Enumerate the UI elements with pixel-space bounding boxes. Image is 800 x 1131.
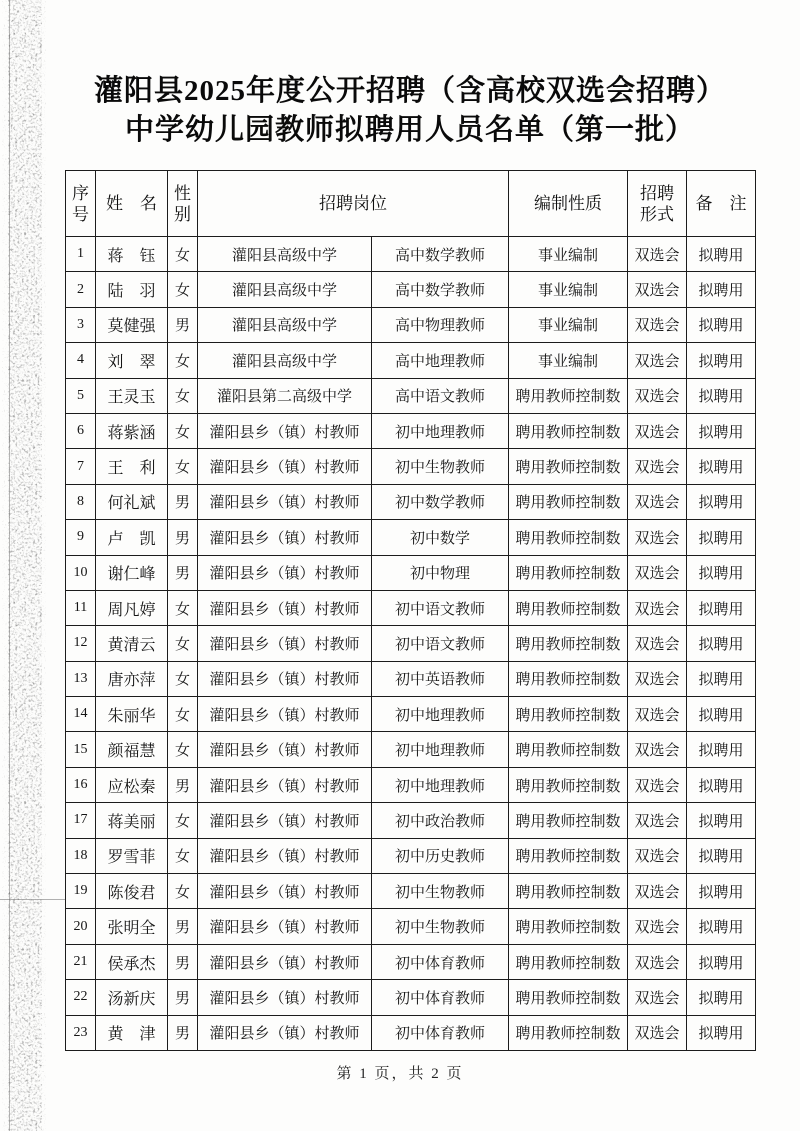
- table-row: [66, 874, 756, 909]
- cell-position: 高中地理教师: [372, 343, 509, 378]
- cell-seq: 7: [66, 449, 96, 484]
- table-row: [66, 980, 756, 1015]
- cell-seq: 13: [66, 661, 96, 696]
- scan-edge-noise: [0, 0, 52, 1131]
- cell-name: 王灵玉: [96, 378, 168, 413]
- recruitment-roster-table: [65, 170, 756, 1051]
- cell-position: 初中地理教师: [372, 413, 509, 448]
- cell-gender: 男: [168, 520, 198, 555]
- cell-establishment: 聘用教师控制数: [509, 378, 628, 413]
- cell-name: 周凡婷: [96, 590, 168, 625]
- cell-recruit-form: 双选会: [628, 272, 687, 307]
- cell-seq: 19: [66, 874, 96, 909]
- cell-gender: 女: [168, 803, 198, 838]
- cell-school: 灌阳县乡（镇）村教师: [198, 697, 372, 732]
- cell-remark: 拟聘用: [687, 944, 756, 979]
- table-row: [66, 413, 756, 448]
- cell-remark: 拟聘用: [687, 343, 756, 378]
- cell-gender: 女: [168, 378, 198, 413]
- cell-establishment: 事业编制: [509, 307, 628, 342]
- cell-seq: 15: [66, 732, 96, 767]
- cell-remark: 拟聘用: [687, 626, 756, 661]
- cell-gender: 女: [168, 838, 198, 873]
- cell-seq: 11: [66, 590, 96, 625]
- cell-recruit-form: 双选会: [628, 803, 687, 838]
- cell-remark: 拟聘用: [687, 874, 756, 909]
- cell-school: 灌阳县乡（镇）村教师: [198, 944, 372, 979]
- cell-recruit-form: 双选会: [628, 590, 687, 625]
- cell-remark: 拟聘用: [687, 732, 756, 767]
- cell-establishment: 聘用教师控制数: [509, 732, 628, 767]
- cell-gender: 男: [168, 767, 198, 802]
- cell-gender: 男: [168, 484, 198, 519]
- cell-name: 罗雪菲: [96, 838, 168, 873]
- cell-school: 灌阳县乡（镇）村教师: [198, 838, 372, 873]
- cell-gender: 男: [168, 980, 198, 1015]
- cell-name: 蒋 钰: [96, 237, 168, 272]
- cell-name: 莫健强: [96, 307, 168, 342]
- table-row: [66, 767, 756, 802]
- cell-establishment: 聘用教师控制数: [509, 555, 628, 590]
- header-remark: 备 注: [687, 171, 756, 237]
- cell-seq: 8: [66, 484, 96, 519]
- cell-establishment: 聘用教师控制数: [509, 520, 628, 555]
- table-header-row: [66, 171, 756, 237]
- cell-establishment: 聘用教师控制数: [509, 838, 628, 873]
- cell-position: 初中生物教师: [372, 874, 509, 909]
- cell-gender: 女: [168, 626, 198, 661]
- cell-seq: 20: [66, 909, 96, 944]
- cell-recruit-form: 双选会: [628, 874, 687, 909]
- table-row: [66, 697, 756, 732]
- cell-establishment: 事业编制: [509, 272, 628, 307]
- cell-name: 卢 凯: [96, 520, 168, 555]
- cell-seq: 23: [66, 1015, 96, 1050]
- cell-position: 初中语文教师: [372, 626, 509, 661]
- cell-school: 灌阳县乡（镇）村教师: [198, 874, 372, 909]
- cell-remark: 拟聘用: [687, 590, 756, 625]
- cell-establishment: 聘用教师控制数: [509, 449, 628, 484]
- cell-recruit-form: 双选会: [628, 626, 687, 661]
- cell-seq: 5: [66, 378, 96, 413]
- cell-remark: 拟聘用: [687, 803, 756, 838]
- cell-school: 灌阳县乡（镇）村教师: [198, 732, 372, 767]
- cell-seq: 6: [66, 413, 96, 448]
- cell-position: 高中物理教师: [372, 307, 509, 342]
- cell-recruit-form: 双选会: [628, 909, 687, 944]
- cell-establishment: 聘用教师控制数: [509, 484, 628, 519]
- cell-position: 初中语文教师: [372, 590, 509, 625]
- cell-gender: 女: [168, 343, 198, 378]
- cell-recruit-form: 双选会: [628, 1015, 687, 1050]
- cell-name: 颜福慧: [96, 732, 168, 767]
- cell-establishment: 聘用教师控制数: [509, 980, 628, 1015]
- table-row: [66, 626, 756, 661]
- cell-recruit-form: 双选会: [628, 307, 687, 342]
- cell-seq: 2: [66, 272, 96, 307]
- cell-gender: 男: [168, 909, 198, 944]
- cell-position: 初中地理教师: [372, 732, 509, 767]
- scan-edge-line: [9, 0, 10, 1131]
- cell-gender: 女: [168, 272, 198, 307]
- cell-establishment: 聘用教师控制数: [509, 661, 628, 696]
- cell-seq: 1: [66, 237, 96, 272]
- cell-position: 初中体育教师: [372, 1015, 509, 1050]
- cell-seq: 18: [66, 838, 96, 873]
- cell-gender: 男: [168, 944, 198, 979]
- table-row: [66, 909, 756, 944]
- table-row: [66, 484, 756, 519]
- cell-establishment: 聘用教师控制数: [509, 944, 628, 979]
- table-row: [66, 272, 756, 307]
- table-row: [66, 449, 756, 484]
- cell-remark: 拟聘用: [687, 272, 756, 307]
- cell-establishment: 聘用教师控制数: [509, 697, 628, 732]
- cell-seq: 16: [66, 767, 96, 802]
- cell-gender: 女: [168, 590, 198, 625]
- cell-gender: 女: [168, 237, 198, 272]
- cell-name: 应松秦: [96, 767, 168, 802]
- cell-name: 陆 羽: [96, 272, 168, 307]
- cell-position: 初中地理教师: [372, 697, 509, 732]
- cell-name: 刘 翠: [96, 343, 168, 378]
- cell-remark: 拟聘用: [687, 661, 756, 696]
- cell-gender: 男: [168, 1015, 198, 1050]
- cell-remark: 拟聘用: [687, 378, 756, 413]
- cell-establishment: 聘用教师控制数: [509, 1015, 628, 1050]
- document-title-line2: 中学幼儿园教师拟聘用人员名单（第一批）: [124, 114, 695, 146]
- cell-recruit-form: 双选会: [628, 732, 687, 767]
- cell-establishment: 聘用教师控制数: [509, 413, 628, 448]
- table-row: [66, 732, 756, 767]
- cell-school: 灌阳县乡（镇）村教师: [198, 661, 372, 696]
- cell-recruit-form: 双选会: [628, 555, 687, 590]
- cell-remark: 拟聘用: [687, 767, 756, 802]
- cell-position: 高中数学教师: [372, 272, 509, 307]
- header-seq: 序 号: [66, 171, 96, 237]
- cell-gender: 女: [168, 697, 198, 732]
- cell-school: 灌阳县乡（镇）村教师: [198, 626, 372, 661]
- cell-school: 灌阳县乡（镇）村教师: [198, 803, 372, 838]
- cell-school: 灌阳县乡（镇）村教师: [198, 909, 372, 944]
- cell-remark: 拟聘用: [687, 413, 756, 448]
- cell-recruit-form: 双选会: [628, 237, 687, 272]
- page-number: 第 1 页，共 2 页: [336, 1066, 464, 1082]
- table-row: [66, 803, 756, 838]
- cell-remark: 拟聘用: [687, 555, 756, 590]
- cell-seq: 12: [66, 626, 96, 661]
- cell-position: 初中数学教师: [372, 484, 509, 519]
- cell-school: 灌阳县第二高级中学: [198, 378, 372, 413]
- cell-recruit-form: 双选会: [628, 378, 687, 413]
- cell-position: 初中体育教师: [372, 944, 509, 979]
- cell-position: 初中地理教师: [372, 767, 509, 802]
- cell-name: 陈俊君: [96, 874, 168, 909]
- cell-name: 唐亦萍: [96, 661, 168, 696]
- cell-remark: 拟聘用: [687, 1015, 756, 1050]
- cell-school: 灌阳县乡（镇）村教师: [198, 980, 372, 1015]
- cell-establishment: 聘用教师控制数: [509, 626, 628, 661]
- cell-recruit-form: 双选会: [628, 484, 687, 519]
- cell-establishment: 聘用教师控制数: [509, 803, 628, 838]
- cell-name: 蒋美丽: [96, 803, 168, 838]
- cell-seq: 3: [66, 307, 96, 342]
- table-row: [66, 378, 756, 413]
- cell-seq: 21: [66, 944, 96, 979]
- header-recruit-form: 招聘 形式: [628, 171, 687, 237]
- cell-establishment: 聘用教师控制数: [509, 909, 628, 944]
- cell-establishment: 聘用教师控制数: [509, 874, 628, 909]
- cell-recruit-form: 双选会: [628, 980, 687, 1015]
- cell-establishment: 聘用教师控制数: [509, 767, 628, 802]
- cell-gender: 女: [168, 449, 198, 484]
- cell-position: 初中物理: [372, 555, 509, 590]
- cell-remark: 拟聘用: [687, 909, 756, 944]
- cell-school: 灌阳县高级中学: [198, 343, 372, 378]
- cell-remark: 拟聘用: [687, 449, 756, 484]
- cell-name: 谢仁峰: [96, 555, 168, 590]
- cell-remark: 拟聘用: [687, 838, 756, 873]
- cell-name: 蒋紫涵: [96, 413, 168, 448]
- table-row: [66, 1015, 756, 1050]
- cell-name: 何礼斌: [96, 484, 168, 519]
- cell-school: 灌阳县乡（镇）村教师: [198, 484, 372, 519]
- cell-position: 高中语文教师: [372, 378, 509, 413]
- cell-recruit-form: 双选会: [628, 661, 687, 696]
- document-title-line1: 灌阳县2025年度公开招聘（含高校双选会招聘）: [93, 75, 726, 107]
- cell-remark: 拟聘用: [687, 520, 756, 555]
- cell-seq: 10: [66, 555, 96, 590]
- table-row: [66, 307, 756, 342]
- cell-seq: 9: [66, 520, 96, 555]
- table-row: [66, 555, 756, 590]
- cell-gender: 男: [168, 555, 198, 590]
- table-row: [66, 590, 756, 625]
- cell-recruit-form: 双选会: [628, 520, 687, 555]
- header-position: 招聘岗位: [198, 171, 509, 237]
- cell-school: 灌阳县高级中学: [198, 237, 372, 272]
- cell-gender: 女: [168, 732, 198, 767]
- cell-gender: 女: [168, 413, 198, 448]
- cell-recruit-form: 双选会: [628, 767, 687, 802]
- cell-name: 侯承杰: [96, 944, 168, 979]
- cell-school: 灌阳县乡（镇）村教师: [198, 555, 372, 590]
- cell-position: 初中数学: [372, 520, 509, 555]
- cell-school: 灌阳县乡（镇）村教师: [198, 449, 372, 484]
- cell-school: 灌阳县乡（镇）村教师: [198, 590, 372, 625]
- cell-school: 灌阳县高级中学: [198, 272, 372, 307]
- cell-seq: 4: [66, 343, 96, 378]
- cell-position: 初中英语教师: [372, 661, 509, 696]
- cell-remark: 拟聘用: [687, 237, 756, 272]
- table-row: [66, 661, 756, 696]
- cell-remark: 拟聘用: [687, 980, 756, 1015]
- cell-position: 初中生物教师: [372, 909, 509, 944]
- cell-remark: 拟聘用: [687, 484, 756, 519]
- header-establishment: 编制性质: [509, 171, 628, 237]
- cell-gender: 女: [168, 661, 198, 696]
- cell-recruit-form: 双选会: [628, 697, 687, 732]
- header-name: 姓 名: [96, 171, 168, 237]
- cell-position: 初中政治教师: [372, 803, 509, 838]
- cell-establishment: 聘用教师控制数: [509, 590, 628, 625]
- table-row: [66, 944, 756, 979]
- cell-name: 黄 津: [96, 1015, 168, 1050]
- table-row: [66, 343, 756, 378]
- cell-school: 灌阳县乡（镇）村教师: [198, 520, 372, 555]
- cell-remark: 拟聘用: [687, 307, 756, 342]
- cell-school: 灌阳县高级中学: [198, 307, 372, 342]
- cell-school: 灌阳县乡（镇）村教师: [198, 767, 372, 802]
- table-row: [66, 520, 756, 555]
- cell-name: 汤新庆: [96, 980, 168, 1015]
- cell-gender: 男: [168, 307, 198, 342]
- cell-recruit-form: 双选会: [628, 343, 687, 378]
- cell-name: 黄清云: [96, 626, 168, 661]
- cell-gender: 女: [168, 874, 198, 909]
- cell-position: 初中体育教师: [372, 980, 509, 1015]
- cell-position: 高中数学教师: [372, 237, 509, 272]
- cell-position: 初中历史教师: [372, 838, 509, 873]
- cell-recruit-form: 双选会: [628, 944, 687, 979]
- cell-establishment: 事业编制: [509, 237, 628, 272]
- table-row: [66, 838, 756, 873]
- document-title: [60, 72, 760, 150]
- cell-recruit-form: 双选会: [628, 413, 687, 448]
- cell-school: 灌阳县乡（镇）村教师: [198, 1015, 372, 1050]
- header-gender: 性 别: [168, 171, 198, 237]
- cell-seq: 17: [66, 803, 96, 838]
- cell-recruit-form: 双选会: [628, 449, 687, 484]
- cell-position: 初中生物教师: [372, 449, 509, 484]
- scan-artifact-line: [0, 899, 66, 900]
- table-row: [66, 237, 756, 272]
- cell-establishment: 事业编制: [509, 343, 628, 378]
- cell-name: 王 利: [96, 449, 168, 484]
- cell-name: 张明全: [96, 909, 168, 944]
- cell-name: 朱丽华: [96, 697, 168, 732]
- cell-recruit-form: 双选会: [628, 838, 687, 873]
- cell-school: 灌阳县乡（镇）村教师: [198, 413, 372, 448]
- cell-seq: 14: [66, 697, 96, 732]
- cell-remark: 拟聘用: [687, 697, 756, 732]
- cell-seq: 22: [66, 980, 96, 1015]
